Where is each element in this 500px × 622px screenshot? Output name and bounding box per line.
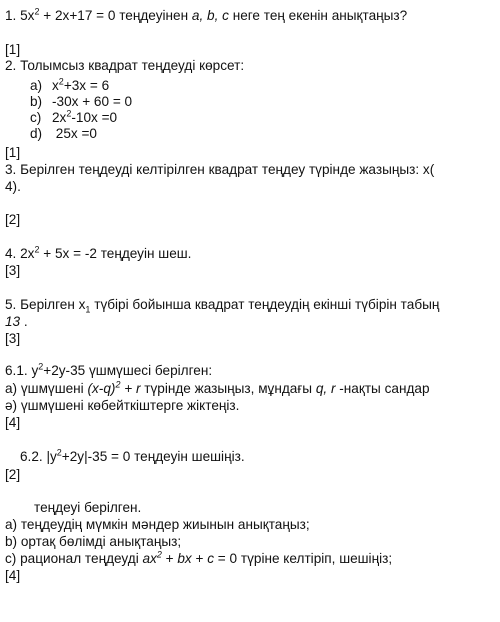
q5-line-2 xyxy=(5,314,28,330)
option-text: 25x =0 xyxy=(52,126,97,141)
q62-text-a: 6.2. |y xyxy=(20,449,57,464)
q4-mark: [3] xyxy=(5,263,21,278)
option-text: 2x xyxy=(52,110,67,125)
q4-text-a: 4. 2x xyxy=(5,246,35,261)
q7-c6: + xyxy=(191,551,208,566)
q1-text-b: + 2x+17 = 0 теңдеуінен xyxy=(39,8,192,23)
question-6-1 xyxy=(5,363,212,379)
q2-option-b xyxy=(30,94,132,110)
q7-c4: + xyxy=(161,551,178,566)
q5-mark: [3] xyxy=(5,331,21,346)
q61-pd: + r xyxy=(120,381,141,396)
question-6-2 xyxy=(20,449,245,465)
q7-mark: [4] xyxy=(5,568,21,583)
q7-part-b: b) ортақ бөлімді анықтаңыз; xyxy=(5,534,182,549)
q7-intro: теңдеуі берілген. xyxy=(34,500,142,515)
q2-option-c xyxy=(30,110,117,126)
q4-exponent: 2 xyxy=(34,244,40,255)
option-text: -10x =0 xyxy=(71,110,118,125)
q61-part-e: ә) үшмүшені көбейткіштерге жіктеңіз. xyxy=(5,398,240,413)
q61-part-a xyxy=(5,381,430,397)
q7-part-a: а) теңдеудің мүмкін мәндер жиынын анықтаңыз; xyxy=(5,517,310,532)
q3-line-2: 4). xyxy=(5,179,21,194)
option-text: +3x = 6 xyxy=(63,78,110,93)
q7-c7: c xyxy=(207,551,215,566)
q61-text-a: 6.1. y xyxy=(5,363,39,378)
option-letter: b) xyxy=(30,94,43,109)
q61-mark: [4] xyxy=(5,415,21,430)
q61-pg: -нақты сандар xyxy=(335,381,430,396)
q7-c8: = 0 түріне келтіріп, шешіңіз; xyxy=(214,551,393,566)
q62-exponent: 2 xyxy=(56,447,62,458)
option-text: x xyxy=(52,78,59,93)
q61-pe: түрінде жазыңыз, мұндағы xyxy=(140,381,316,396)
q61-exponent: 2 xyxy=(38,361,44,372)
q7-c3: 2 xyxy=(156,549,162,560)
option-text: -30x + 60 = 0 xyxy=(52,94,133,109)
q61-pc: 2 xyxy=(115,379,121,390)
q2-mark: [1] xyxy=(5,145,21,160)
q5-subscript: 1 xyxy=(85,304,91,315)
q2-title: 2. Толымсыз квадрат теңдеуді көрсет: xyxy=(5,58,245,73)
q61-text-b: +2y-35 үшмүшесі берілген: xyxy=(43,363,213,378)
option-letter: c) xyxy=(30,110,42,125)
q5-text-a: 5. Берілген x xyxy=(5,297,86,312)
q4-text-b: + 5x = -2 теңдеуін шеш. xyxy=(39,246,192,261)
q5-given-root: 13 xyxy=(5,314,21,329)
q2-option-a xyxy=(30,78,109,94)
question-5 xyxy=(5,297,439,313)
question-4 xyxy=(5,246,191,262)
q61-pf: q, r xyxy=(315,381,336,396)
q5-text-b: түбірі бойынша квадрат теңдеудің екінші түбірін табың xyxy=(90,297,440,312)
q7-c1: c) рационал теңдеуді xyxy=(5,551,143,566)
q1-variables: a, b, c xyxy=(191,8,229,23)
q62-mark: [2] xyxy=(5,467,21,482)
option-letter: a) xyxy=(30,78,43,93)
q5-period: . xyxy=(20,314,28,329)
q1-text-a: 1. 5x xyxy=(5,8,35,23)
question-1 xyxy=(5,8,407,24)
option-exponent: 2 xyxy=(58,76,64,87)
q61-pb: (x-q) xyxy=(87,381,116,396)
q2-option-d xyxy=(30,126,97,142)
q61-pa: а) үшмүшені xyxy=(5,381,88,396)
option-letter: d) xyxy=(30,126,43,141)
q1-text-c: неге тең екенін анықтаңыз? xyxy=(228,8,408,23)
q1-exponent: 2 xyxy=(34,6,40,17)
q62-text-b: +2y|-35 = 0 теңдеуін шешіңіз. xyxy=(61,449,245,464)
q1-mark: [1] xyxy=(5,42,21,57)
q3-mark: [2] xyxy=(5,212,21,227)
q3-line-1: 3. Берілген теңдеуді келтірілген квадрат теңдеу түрінде жазыңыз: x( xyxy=(5,162,435,177)
option-exponent: 2 xyxy=(66,108,72,119)
q7-c2: ax xyxy=(142,551,157,566)
q7-part-c xyxy=(5,551,392,567)
q7-c5: bx xyxy=(177,551,192,566)
